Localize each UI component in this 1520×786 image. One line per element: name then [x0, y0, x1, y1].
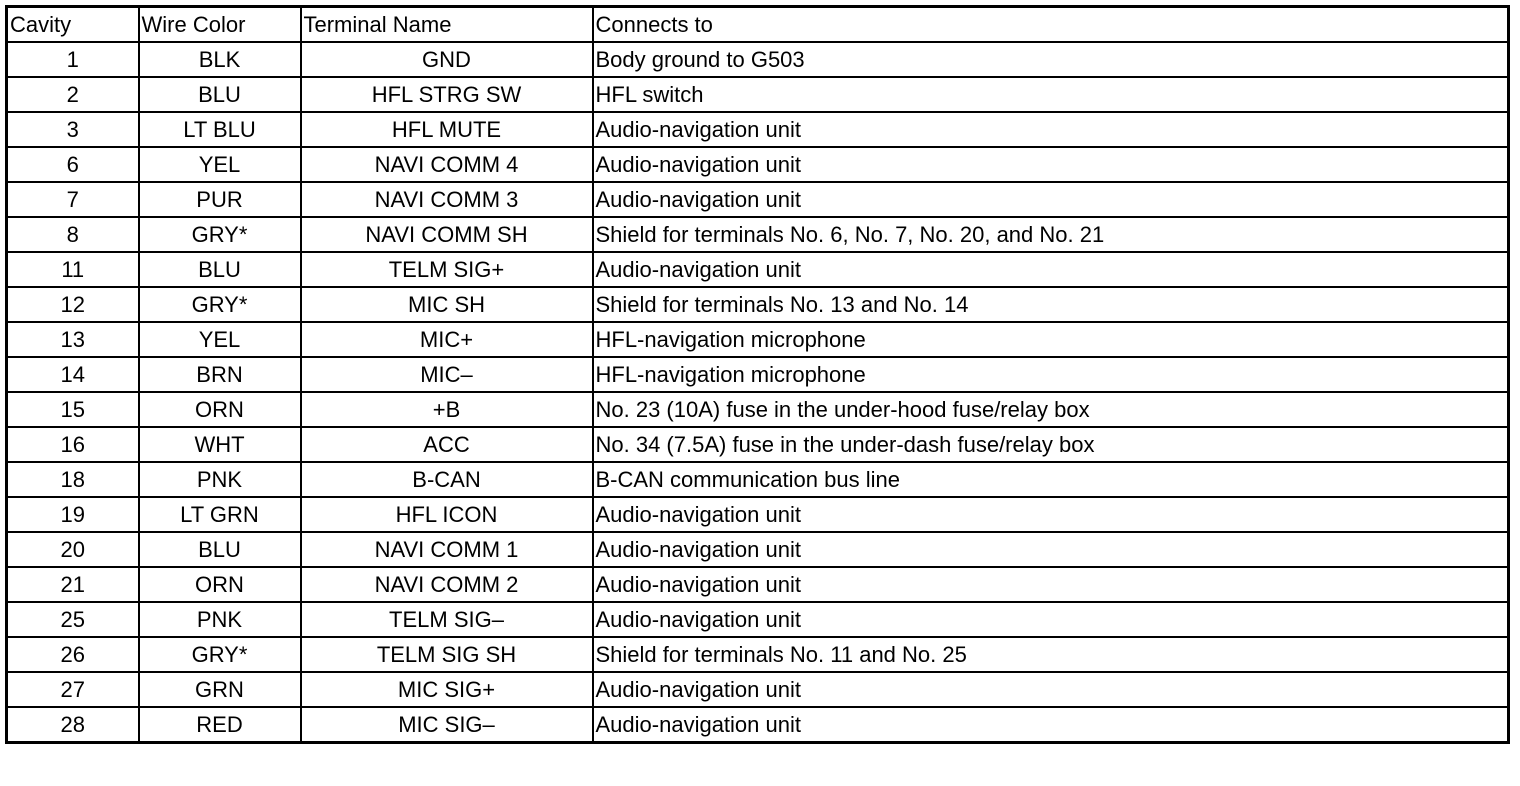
connects-to-cell: No. 23 (10A) fuse in the under-hood fuse/relay box	[593, 392, 1509, 427]
connects-to-cell: Audio-navigation unit	[593, 532, 1509, 567]
header-row	[7, 7, 1509, 43]
connects-to-cell: HFL-navigation microphone	[593, 357, 1509, 392]
connects-to-cell: Audio-navigation unit	[593, 112, 1509, 147]
cavity-cell: 14	[7, 357, 139, 392]
cavity-cell: 18	[7, 462, 139, 497]
wire-color-cell: LT BLU	[139, 112, 301, 147]
connects-to-cell: Audio-navigation unit	[593, 252, 1509, 287]
column-header-cavity: Cavity	[7, 7, 139, 43]
wire-color-cell: PNK	[139, 602, 301, 637]
cavity-cell: 21	[7, 567, 139, 602]
connector-table-container	[5, 5, 1507, 744]
connects-to-cell: Audio-navigation unit	[593, 497, 1509, 532]
cavity-cell: 15	[7, 392, 139, 427]
table-row	[7, 357, 1509, 392]
cavity-cell: 2	[7, 77, 139, 112]
wire-color-cell: BLU	[139, 532, 301, 567]
cavity-cell: 6	[7, 147, 139, 182]
table-row	[7, 672, 1509, 707]
table-row	[7, 567, 1509, 602]
connects-to-cell: Audio-navigation unit	[593, 707, 1509, 743]
table-row	[7, 42, 1509, 77]
wire-color-cell: ORN	[139, 392, 301, 427]
terminal-name-cell: MIC SH	[301, 287, 593, 322]
table-row	[7, 287, 1509, 322]
wire-color-cell: PNK	[139, 462, 301, 497]
cavity-cell: 11	[7, 252, 139, 287]
terminal-name-cell: NAVI COMM 2	[301, 567, 593, 602]
terminal-name-cell: TELM SIG+	[301, 252, 593, 287]
connector-pinout-table	[5, 5, 1510, 744]
wire-color-cell: YEL	[139, 147, 301, 182]
wire-color-cell: BLK	[139, 42, 301, 77]
connects-to-cell: Shield for terminals No. 11 and No. 25	[593, 637, 1509, 672]
connects-to-cell: Audio-navigation unit	[593, 147, 1509, 182]
table-row	[7, 182, 1509, 217]
cavity-cell: 26	[7, 637, 139, 672]
column-header-wire-color: Wire Color	[139, 7, 301, 43]
table-row	[7, 322, 1509, 357]
terminal-name-cell: HFL MUTE	[301, 112, 593, 147]
cavity-cell: 1	[7, 42, 139, 77]
terminal-name-cell: B-CAN	[301, 462, 593, 497]
wire-color-cell: BLU	[139, 77, 301, 112]
connects-to-cell: Shield for terminals No. 13 and No. 14	[593, 287, 1509, 322]
wire-color-cell: BRN	[139, 357, 301, 392]
terminal-name-cell: NAVI COMM 3	[301, 182, 593, 217]
wire-color-cell: GRY*	[139, 217, 301, 252]
table-row	[7, 602, 1509, 637]
wire-color-cell: GRY*	[139, 637, 301, 672]
cavity-cell: 19	[7, 497, 139, 532]
cavity-cell: 28	[7, 707, 139, 743]
terminal-name-cell: +B	[301, 392, 593, 427]
connects-to-cell: Audio-navigation unit	[593, 567, 1509, 602]
cavity-cell: 7	[7, 182, 139, 217]
column-header-terminal-name: Terminal Name	[301, 7, 593, 43]
terminal-name-cell: MIC SIG–	[301, 707, 593, 743]
connects-to-cell: Audio-navigation unit	[593, 672, 1509, 707]
cavity-cell: 12	[7, 287, 139, 322]
table-header	[7, 7, 1509, 43]
table-row	[7, 497, 1509, 532]
terminal-name-cell: HFL STRG SW	[301, 77, 593, 112]
connects-to-cell: Shield for terminals No. 6, No. 7, No. 20, and No. 21	[593, 217, 1509, 252]
cavity-cell: 20	[7, 532, 139, 567]
wire-color-cell: RED	[139, 707, 301, 743]
terminal-name-cell: MIC+	[301, 322, 593, 357]
terminal-name-cell: MIC–	[301, 357, 593, 392]
column-header-connects-to: Connects to	[593, 7, 1509, 43]
table-row	[7, 252, 1509, 287]
terminal-name-cell: NAVI COMM 1	[301, 532, 593, 567]
wire-color-cell: LT GRN	[139, 497, 301, 532]
connects-to-cell: No. 34 (7.5A) fuse in the under-dash fuse/relay box	[593, 427, 1509, 462]
terminal-name-cell: TELM SIG SH	[301, 637, 593, 672]
terminal-name-cell: HFL ICON	[301, 497, 593, 532]
table-row	[7, 147, 1509, 182]
cavity-cell: 3	[7, 112, 139, 147]
table-row	[7, 427, 1509, 462]
cavity-cell: 13	[7, 322, 139, 357]
wire-color-cell: GRN	[139, 672, 301, 707]
terminal-name-cell: MIC SIG+	[301, 672, 593, 707]
table-body	[7, 42, 1509, 743]
cavity-cell: 8	[7, 217, 139, 252]
table-row	[7, 392, 1509, 427]
cavity-cell: 27	[7, 672, 139, 707]
connects-to-cell: Audio-navigation unit	[593, 182, 1509, 217]
wire-color-cell: BLU	[139, 252, 301, 287]
table-row	[7, 77, 1509, 112]
connects-to-cell: HFL switch	[593, 77, 1509, 112]
connects-to-cell: B-CAN communication bus line	[593, 462, 1509, 497]
wire-color-cell: ORN	[139, 567, 301, 602]
table-row	[7, 707, 1509, 743]
table-row	[7, 217, 1509, 252]
cavity-cell: 25	[7, 602, 139, 637]
wire-color-cell: YEL	[139, 322, 301, 357]
table-row	[7, 532, 1509, 567]
terminal-name-cell: GND	[301, 42, 593, 77]
table-row	[7, 112, 1509, 147]
table-row	[7, 637, 1509, 672]
terminal-name-cell: NAVI COMM SH	[301, 217, 593, 252]
terminal-name-cell: TELM SIG–	[301, 602, 593, 637]
wire-color-cell: PUR	[139, 182, 301, 217]
terminal-name-cell: NAVI COMM 4	[301, 147, 593, 182]
connects-to-cell: HFL-navigation microphone	[593, 322, 1509, 357]
cavity-cell: 16	[7, 427, 139, 462]
terminal-name-cell: ACC	[301, 427, 593, 462]
table-row	[7, 462, 1509, 497]
wire-color-cell: GRY*	[139, 287, 301, 322]
connects-to-cell: Body ground to G503	[593, 42, 1509, 77]
connects-to-cell: Audio-navigation unit	[593, 602, 1509, 637]
wire-color-cell: WHT	[139, 427, 301, 462]
